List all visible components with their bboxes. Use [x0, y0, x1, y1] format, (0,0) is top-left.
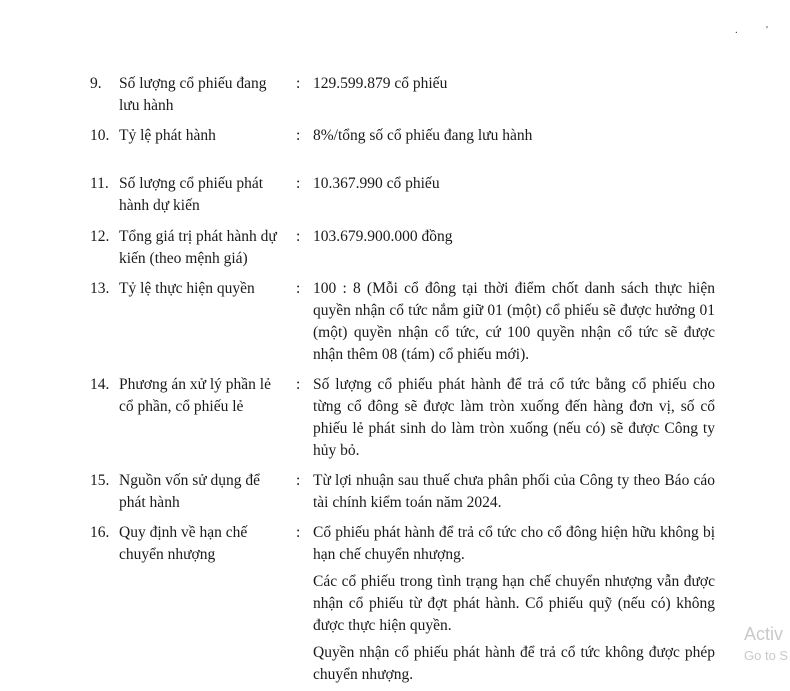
item-value — [313, 278, 715, 366]
item-value — [313, 522, 715, 686]
item-colon: : — [296, 175, 301, 192]
item-number: 16. — [90, 524, 110, 541]
item-label: Số lượng cổ phiếu đang lưu hành — [119, 75, 267, 114]
item-label: Phương án xử lý phần lẻ cổ phần, cổ phiếu lẻ — [119, 376, 271, 415]
item-number: 13. — [90, 280, 110, 297]
item-value — [313, 374, 715, 462]
item-paragraph: 8%/tổng số cổ phiếu đang lưu hành — [313, 127, 533, 144]
item-label: Tổng giá trị phát hành dự kiến (theo mệnh giá) — [119, 228, 277, 267]
activation-watermark-subtext: Go to S — [744, 648, 789, 663]
item-number: 10. — [90, 127, 110, 144]
item-paragraph: Quyền nhận cổ phiếu phát hành để trả cổ tức không được phép chuyển nhượng. — [313, 644, 715, 683]
item-label: Tỷ lệ thực hiện quyền — [119, 280, 255, 297]
item-value — [313, 173, 715, 195]
item-value — [313, 226, 715, 248]
item-colon: : — [296, 524, 301, 541]
item-value — [313, 125, 715, 147]
item-number: 11. — [90, 175, 109, 192]
item-colon: : — [296, 280, 301, 297]
item-colon: : — [296, 228, 301, 245]
item-colon: : — [296, 472, 301, 489]
item-colon: : — [296, 75, 301, 92]
item-number: 14. — [90, 376, 110, 393]
item-number: 15. — [90, 472, 110, 489]
item-paragraph: 100 : 8 (Mỗi cổ đông tại thời điểm chốt danh sách thực hiện quyền nhận cổ tức nắm giữ 01 (một) cổ phiếu sẽ được hưởng 01 (một) quyền nhận cổ tức, cứ 100 quyền nhận cổ tức sẽ được nhận thêm 08 (tám) cổ phiếu mới). — [313, 280, 715, 363]
item-colon: : — [296, 127, 301, 144]
item-label: Số lượng cổ phiếu phát hành dự kiến — [119, 175, 264, 214]
item-paragraph: Các cổ phiếu trong tình trạng hạn chế chuyển nhượng vẫn được nhận cổ phiếu từ đợt phát hành. Cổ phiếu quỹ (nếu có) không được thực hiện quyền. — [313, 573, 715, 634]
corner-mark: ' — [766, 24, 768, 36]
item-number: 12. — [90, 228, 110, 245]
item-colon: : — [296, 376, 301, 393]
item-paragraph: 129.599.879 cổ phiếu — [313, 75, 448, 92]
corner-mark: . — [735, 24, 738, 36]
item-paragraph: Từ lợi nhuận sau thuế chưa phân phối của Công ty theo Báo cáo tài chính kiểm toán năm 2024. — [313, 472, 715, 511]
item-paragraph: Số lượng cổ phiếu phát hành để trả cổ tức bằng cổ phiếu cho từng cổ đông sẽ được làm tròn xuống đến hàng đơn vị, số cổ phiếu lẻ phát sinh do làm tròn xuống (nếu có) sẽ được Công ty hủy bỏ. — [313, 376, 715, 459]
item-label: Quy định về hạn chế chuyển nhượng — [119, 524, 248, 563]
item-paragraph: 10.367.990 cổ phiếu — [313, 175, 440, 192]
item-value — [313, 470, 715, 514]
item-value — [313, 73, 715, 95]
item-number: 9. — [90, 75, 102, 92]
item-label: Nguồn vốn sử dụng để phát hành — [119, 472, 261, 511]
item-label: Tỷ lệ phát hành — [119, 127, 216, 144]
activation-watermark: Activ — [744, 624, 784, 644]
item-paragraph: 103.679.900.000 đồng — [313, 228, 453, 245]
item-paragraph: Cổ phiếu phát hành để trả cổ tức cho cổ đông hiện hữu không bị hạn chế chuyển nhượng. — [313, 524, 715, 563]
